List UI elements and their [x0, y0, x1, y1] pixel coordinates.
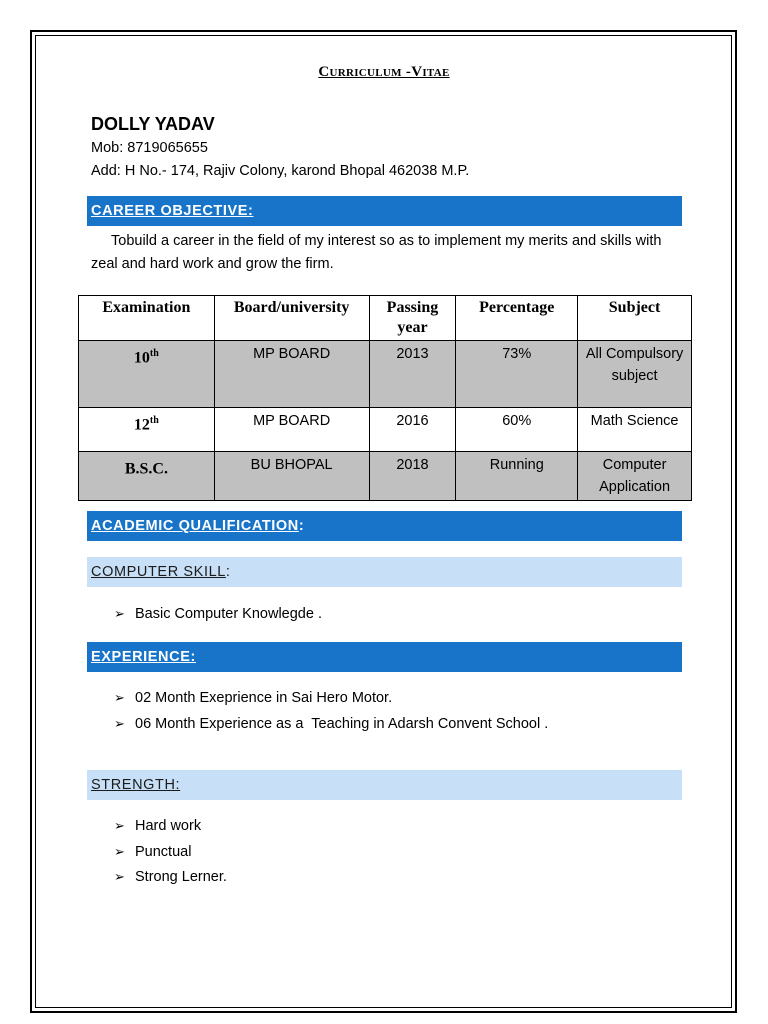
table-cell-exam: 10th [79, 341, 215, 408]
arrow-bullet-icon: ➢ [114, 844, 125, 859]
address-line: Add: H No.- 174, Rajiv Colony, karond Bhopal 462038 M.P. [91, 163, 470, 179]
arrow-bullet-icon: ➢ [114, 869, 125, 884]
table-cell-year: 2018 [369, 452, 456, 501]
experience-heading [87, 642, 682, 672]
academic-qualification-heading-text: ACADEMIC QUALIFICATION [91, 518, 299, 534]
career-objective-heading-text: CAREER OBJECTIVE: [91, 203, 254, 219]
list-item [114, 818, 201, 834]
table-cell-exam: 12th [79, 408, 215, 452]
table-cell-percentage: 60% [456, 408, 578, 452]
list-item-text: Strong Lerner. [135, 869, 227, 885]
table-cell-year: 2016 [369, 408, 456, 452]
career-objective-text [91, 230, 676, 276]
list-item-text: Basic Computer Knowlegde . [135, 606, 322, 622]
table-cell-board: MP BOARD [214, 341, 369, 408]
table-header: Percentage [456, 296, 578, 341]
table-cell-subject: All Compulsory subject [578, 341, 692, 408]
table-cell-year: 2013 [369, 341, 456, 408]
computer-skill-heading: COMPUTER SKILL: [87, 557, 682, 587]
experience-heading-text: EXPERIENCE: [91, 649, 196, 665]
candidate-name: DOLLY YADAV [91, 114, 215, 134]
career-objective-heading [87, 196, 682, 226]
table-header: Examination [79, 296, 215, 341]
table-row [79, 452, 692, 501]
career-objective-body: Tobuild a career in the field of my interest so as to implement my merits and skills with zeal and hard work and grow the firm. [91, 233, 662, 272]
education-table [78, 295, 692, 501]
arrow-bullet-icon: ➢ [114, 818, 125, 833]
table-row [79, 341, 692, 408]
academic-qualification-heading: ACADEMIC QUALIFICATION: [87, 511, 682, 541]
document-title: Curriculum -Vitae [318, 64, 450, 80]
table-cell-board: MP BOARD [214, 408, 369, 452]
list-item-text: Punctual [135, 844, 192, 860]
table-header: Subject [578, 296, 692, 341]
list-item [114, 716, 548, 732]
list-item [114, 869, 227, 885]
list-item [114, 690, 392, 706]
table-header: Board/university [214, 296, 369, 341]
arrow-bullet-icon: ➢ [114, 716, 125, 731]
strength-heading [87, 770, 682, 800]
table-cell-percentage: 73% [456, 341, 578, 408]
table-header-row [79, 296, 692, 341]
table-header: Passing year [369, 296, 456, 341]
table-cell-percentage: Running [456, 452, 578, 501]
list-item [114, 606, 322, 622]
table-cell-exam: B.S.C. [79, 452, 215, 501]
table-cell-subject: Computer Application [578, 452, 692, 501]
table-row [79, 408, 692, 452]
list-item-text: 02 Month Exeprience in Sai Hero Motor. [135, 690, 393, 706]
arrow-bullet-icon: ➢ [114, 690, 125, 705]
table-cell-subject: Math Science [578, 408, 692, 452]
table-cell-board: BU BHOPAL [214, 452, 369, 501]
list-item-text: 06 Month Experience as a Teaching in Adarsh Convent School . [135, 716, 549, 732]
computer-skill-heading-text: COMPUTER SKILL [91, 564, 226, 580]
mobile-line: Mob: 8719065655 [91, 140, 208, 156]
list-item [114, 844, 191, 860]
arrow-bullet-icon: ➢ [114, 606, 125, 621]
strength-heading-text: STRENGTH: [91, 777, 181, 793]
list-item-text: Hard work [135, 818, 202, 834]
